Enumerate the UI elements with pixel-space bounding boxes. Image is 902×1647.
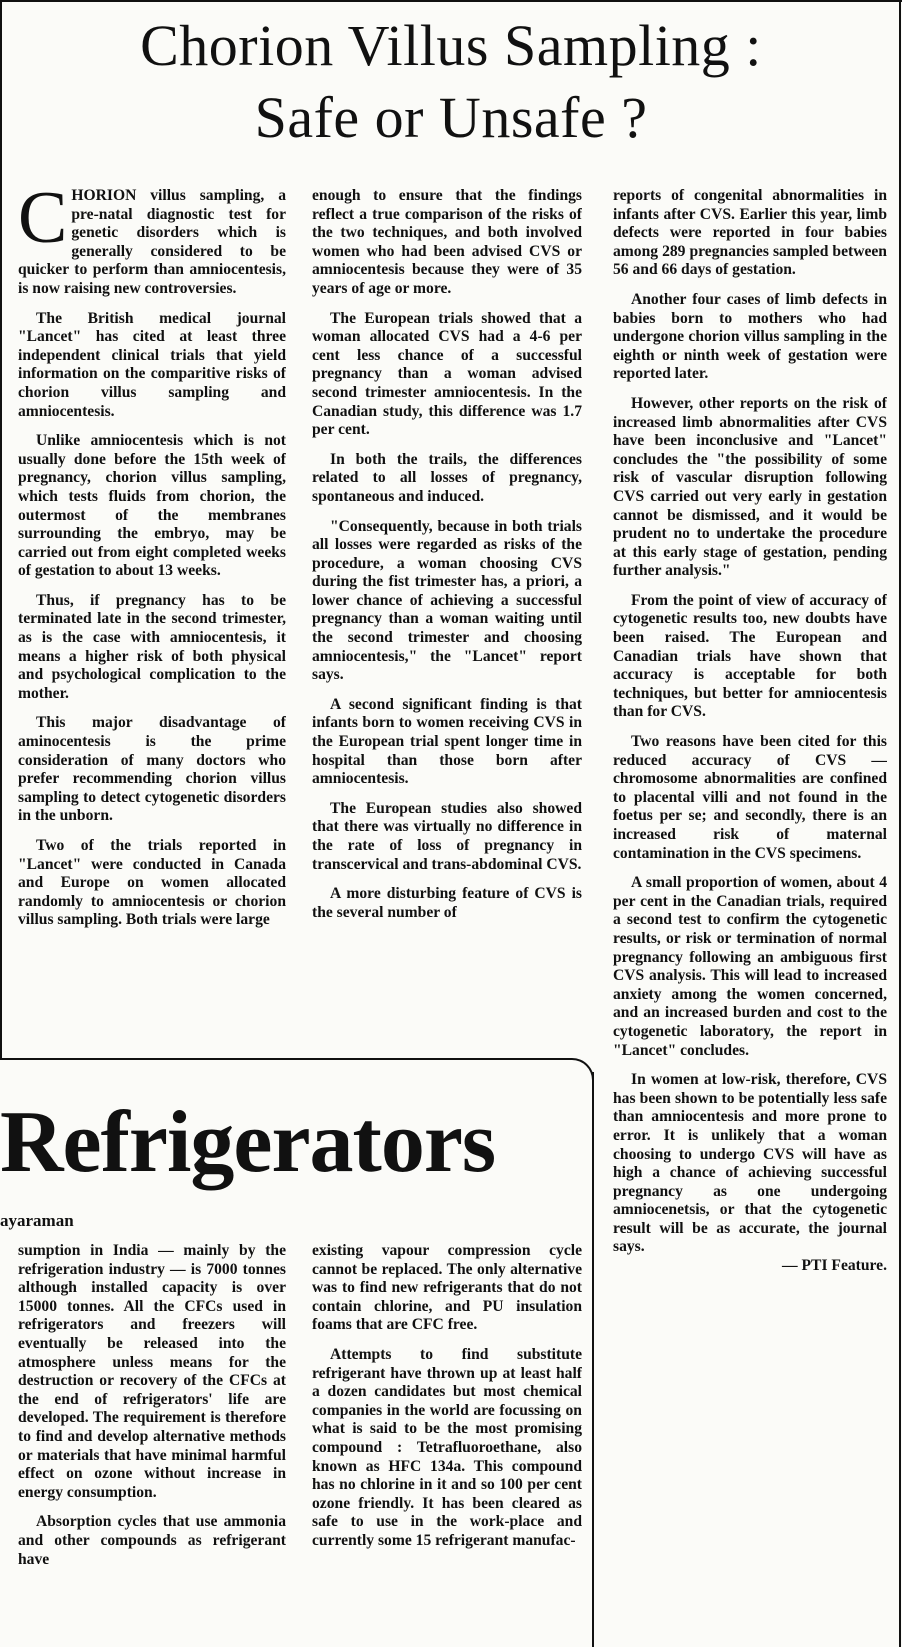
article-paragraph: In women at low-risk, therefore, CVS has been shown to be potentially less safe than amniocentesis and more prone to error. It is unlikely that a woman choosing to undergo CVS will have as high a chance of achieving successful pregnancy as one undergoing amniocenetsis, or that the cytogenetic result will be as accurate, the journal says. xyxy=(613,1071,887,1256)
article-paragraph: The European trials showed that a woman allocated CVS had a 4-6 per cent less chance of a successful pregnancy than a woman advised second trimester amniocentesis. In the Canadian study, this difference was 1.7 per cent. xyxy=(312,309,582,439)
article-paragraph: Attempts to find substitute refrigerant have thrown up at least half a dozen candidates but most chemical companies in the world are focussing on what is said to be the most promising compound : Tetrafluoroethane, also known as HFC 134a. This compound has no chlorine in it and so 100 per cent ozone friendly. It has been cleared as safe to use in the work-place and currently some 15 refrigerant manufac- xyxy=(312,1345,582,1549)
article-column-3 xyxy=(613,187,887,1612)
article-credit: — PTI Feature. xyxy=(782,1257,887,1275)
article-paragraph: However, other reports on the risk of increased limb abnormalities after CVS have been inconclusive and "Lancet" concludes the "the possibility of some risk of vascular disruption following CVS carried out very early in gestation cannot be dismissed, and it would be prudent no to undertake the procedure at this early stage of gestation, pending further analysis." xyxy=(613,394,887,580)
refrigerators-column-1 xyxy=(18,1242,286,1647)
article-paragraph: Absorption cycles that use ammonia and other compounds as refrigerant have xyxy=(18,1513,286,1568)
article-column-2 xyxy=(312,187,582,1053)
drop-cap: C xyxy=(18,187,68,259)
refrigerators-box-right-rule xyxy=(592,1072,594,1647)
article-headline-line1: Chorion Villus Sampling : xyxy=(140,13,762,78)
article-paragraph: "Consequently, because in both trials all losses were regarded as risks of the procedure, a woman choosing CVS during the fist trimester has, a priori, a lower chance of achieving a successful pregnancy than a woman waiting until the second trimester and choosing amniocentesis," the "Lancet" report says. xyxy=(312,517,582,684)
article-headline-line2: Safe or Unsafe ? xyxy=(254,85,648,150)
article-paragraph: The British medical journal "Lancet" has cited at least three independent clinical trials that yield information on the comparitive risks of chorion villus sampling and amniocentesis. xyxy=(18,309,286,420)
refrigerators-box-corner xyxy=(566,1058,594,1084)
article-paragraph: enough to ensure that the findings reflect a true comparison of the risks of the two techniques, and both involved women who had been advised CVS or amniocentesis because they were of 35 years of age or more. xyxy=(312,187,582,297)
article-paragraph: From the point of view of accuracy of cytogenetic results too, new doubts have been raised. The European and Canadian trials have shown that accuracy is acceptable for both techniques, but better for amniocentesis than for CVS. xyxy=(613,591,887,721)
article-paragraph: Unlike amniocentesis which is not usually done before the 15th week of pregnancy, chorion villus sampling, which tests fluids from chorion, the outermost of the membranes surrounding the embryo, may be carried out from eight completed weeks of gestation to about 13 weeks. xyxy=(18,432,286,580)
refrigerators-byline: ayaraman xyxy=(0,1211,74,1230)
refrigerators-headline: Refrigerators xyxy=(0,1094,496,1191)
right-border-rule xyxy=(899,0,901,1647)
article-paragraph: Another four cases of limb defects in babies born to mothers who had undergone chorion villus sampling in the eighth or ninth week of gestation were reported later. xyxy=(613,290,887,383)
article-paragraph: Two reasons have been cited for this reduced accuracy of CVS — chromosome abnormalities are confined to placental villi and not found in the foetus per se; and secondly, there is an increased risk of maternal contamination in the CVS specimens. xyxy=(613,733,887,862)
article-paragraph: reports of congenital abnormalities in infants after CVS. Earlier this year, limb defects were reported in four babies among 289 pregnancies sampled between 56 and 66 days of gestation. xyxy=(613,187,887,279)
left-border-rule xyxy=(0,0,2,1058)
article-paragraph: existing vapour compression cycle cannot be replaced. The only alternative was to find new refrigerants that do not contain chlorine, and PU insulation foams that are CFC free. xyxy=(312,1242,582,1334)
refrigerators-column-2 xyxy=(312,1242,582,1647)
article-paragraph: A small proportion of women, about 4 per cent in the Canadian trials, required a second test to confirm the cytogenetic results, or risk or termination of normal pregnancy following an ambiguous first CVS analysis. This will lead to increased anxiety among the women concerned, and an increased burden and cost to the cytogenetic laboratory, the report in "Lancet" concludes. xyxy=(613,874,887,1059)
article-paragraph: This major disadvantage of aminocentesis is the prime consideration of many doctors who prefer recommending chorion villus sampling to detect cytogenetic disorders in the unborn. xyxy=(18,714,286,825)
article-paragraph: A second significant finding is that infants born to women receiving CVS in the European trial spent longer time in hospital than those born after amniocentesis. xyxy=(312,695,582,788)
article-paragraph: CHORION villus sampling, a pre-natal diagnostic test for genetic disorders which is generally considered to be quicker to perform than amniocentesis, is now raising new controversies. xyxy=(18,187,286,297)
article-paragraph: sumption in India — mainly by the refrigeration industry — is 7000 tonnes although installed capacity is over 15000 tonnes. All the CFCs used in refrigerators and freezers will eventually be released into the atmosphere unless means for the destruction or recovery of the CFCs at the end of refrigerators' life are developed. The requirement is therefore to find and develop alternative methods or materials that have minimal harmful effect on ozone without increase in energy consumption. xyxy=(18,1242,286,1501)
article-paragraph: The European studies also showed that there was virtually no difference in the rate of loss of pregnancy in transcervical and trans-abdominal CVS. xyxy=(312,799,582,873)
top-border-rule xyxy=(0,0,902,2)
article-column-1 xyxy=(18,187,286,1062)
article-paragraph: Thus, if pregnancy has to be terminated late in the second trimester, as is the case with amniocentesis, it means a higher risk of both physical and psychological complication to the mother. xyxy=(18,591,286,702)
article-paragraph: Two of the trials reported in "Lancet" were conducted in Canada and Europe on women allocated randomly to amniocentesis or chorion villus sampling. Both trials were large xyxy=(18,837,286,929)
article-paragraph: A more disturbing feature of CVS is the several number of xyxy=(312,885,582,921)
article-paragraph: In both the trails, the differences related to all losses of pregnancy, spontaneous and induced. xyxy=(312,450,582,505)
